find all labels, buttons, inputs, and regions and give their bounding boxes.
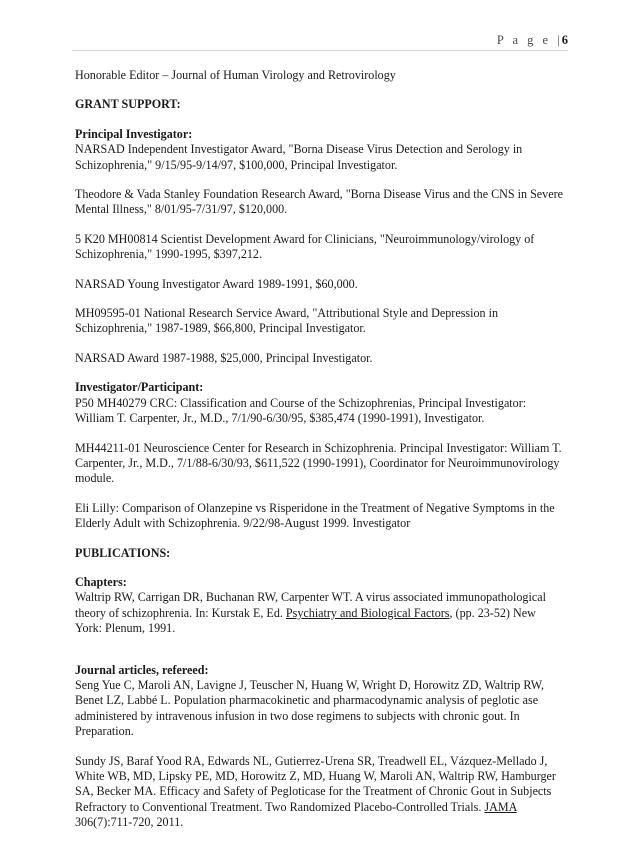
journal-entry (75, 754, 565, 831)
ip-heading: Investigator/Participant: (75, 380, 204, 395)
ip-entry: Eli Lilly: Comparison of Olanzepine vs Risperidone in the Treatment of Negative Symptoms in the Elderly Adult with Schizophrenia. 9/22/98-August 1999. Investigator (75, 500, 555, 531)
chapter-text: Waltrip RW, Carrigan DR, Buchanan RW, Carpenter WT. A virus associated immunopathological theory of schizophrenia. In: Kurstak E, Ed. (75, 590, 546, 620)
page-number: 6 (561, 33, 568, 47)
journal-heading: Journal articles, refereed: (75, 662, 209, 677)
chapter-text-end: , (pp. 23-52) New York: Plenum, 1991. (75, 605, 536, 636)
document-body (75, 68, 565, 845)
editor-line: Honorable Editor – Journal of Human Virology and Retrovirology (75, 68, 396, 82)
pi-entry: 5 K20 MH00814 Scientist Development Award for Clinicians, "Neuroimmunology/virology of Schizophrenia," 1990-1995, $397,212. (75, 231, 535, 262)
ip-entry (75, 380, 565, 426)
journal-entry-text: Seng Yue C, Maroli AN, Lavigne J, Teuscher N, Huang W, Wright D, Horowitz ZD, Waltrip RW, Benet LZ, Labbé L. Population pharmacokinetic and pharmacodynamic analysis of peglotic ase administered by intravenous infusion in two dose regimens to subjects with chronic gout. In Preparation. (75, 677, 545, 739)
pi-entry: MH09595-01 National Research Service Award, "Attributional Style and Depression in Schizophrenia," 1987-1989, $66,800, Principal Investigator. (75, 306, 498, 336)
pi-entry: NARSAD Young Investigator Award 1989-1991, $60,000. (75, 276, 358, 291)
journal-title: JAMA (484, 799, 517, 814)
pi-heading: Principal Investigator: (75, 126, 193, 141)
section-spacer (75, 651, 565, 663)
pi-entry: NARSAD Award 1987-1988, $25,000, Principal Investigator. (75, 350, 373, 365)
header-rule (72, 50, 568, 51)
publications-heading: PUBLICATIONS: (75, 545, 171, 560)
chapters-heading: Chapters: (75, 574, 127, 589)
journal-entry-text: Sundy JS, Baraf Yood RA, Edwards NL, Gutierrez-Urena SR, Treadwell EL, Vázquez-Mellado J, White WB, MD, Lipsky PE, MD, Horowitz Z, MD, Huang W, Maroli AN, Waltrip RW, Hamburger SA, Becker MA. Efficacy and Safety of Pegloticase for the Treatment of Chronic Gout in Subjects Refractory to Conventional Treatment. Two Randomized Placebo-Controlled Trials. (75, 753, 556, 814)
journal-entry-text-end: 306(7):711-720, 2011. (75, 815, 184, 830)
pi-entry-text: NARSAD Independent Investigator Award, "Borna Disease Virus Detection and Serology in Schizophrenia," 9/15/95-9/14/97, $100,000, Principal Investigator. (75, 142, 523, 172)
page-separator: | (557, 33, 560, 47)
pi-entry (75, 127, 565, 173)
page-label: P a g e (496, 33, 552, 47)
ip-entry-text: P50 MH40279 CRC: Classification and Course of the Schizophrenias, Principal Investigator: William T. Carpenter, Jr., M.D., 7/1/90-6/30/95, $385,474 (1990-1991), Investigator. (75, 395, 527, 426)
ip-entry: MH44211-01 Neuroscience Center for Research in Schizophrenia. Principal Investigator: William T. Carpenter, Jr., M.D., 7/1/88-6/30/93, $611,522 (1990-1991), Coordinator for Neuroimmunovirology module. (75, 440, 562, 486)
journal-entry (75, 663, 565, 740)
pi-entry: Theodore & Vada Stanley Foundation Research Award, "Borna Disease Virus and the CNS in Severe Mental Illness," 8/01/95-7/31/97, $120,000. (75, 187, 563, 217)
grant-support-heading: GRANT SUPPORT: (75, 97, 181, 112)
page-number-header (497, 33, 568, 48)
chapter-book-title: Psychiatry and Biological Factors (285, 605, 450, 620)
chapter-entry (75, 575, 565, 637)
